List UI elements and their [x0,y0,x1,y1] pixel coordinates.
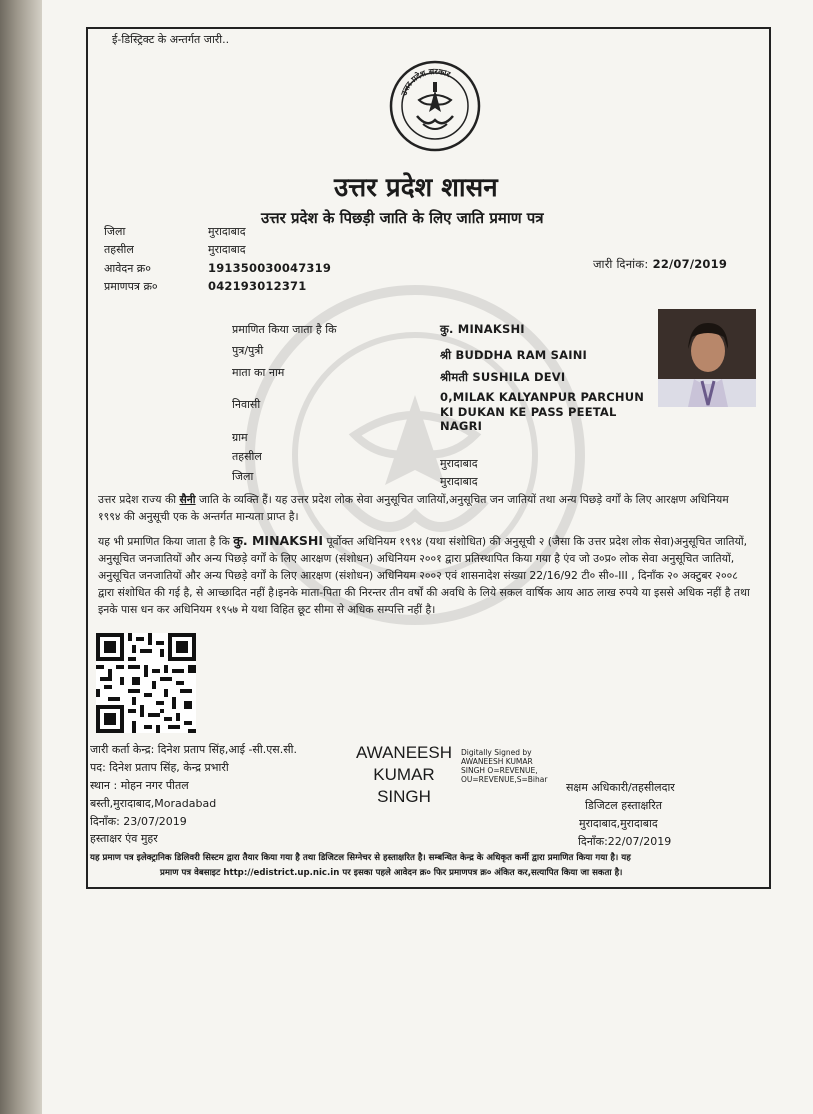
application-number-label: आवेदन क्र० [104,262,151,275]
person-icon [658,309,756,407]
certification-name: कु. MINAKSHI [233,533,324,548]
signature-detail-1: Digitally Signed by [461,748,532,757]
digital-signature-name [349,742,459,808]
issue-date [593,257,727,272]
detail-tehsil-value: मुरादाबाद [440,457,478,470]
issue-city: बस्ती,मुरादाबाद,Moradabad [90,797,217,810]
detail-district-value: मुरादाबाद [440,475,478,488]
caste-paragraph-post: जाति के व्यक्ति हैं। यह उत्तर प्रदेश लोक सेवा अनुसूचित जातियों,अनुसूचित जन जातियों तथा अन्य पिछड़े वर्गों के लिए आरक्षण अधिनियम १९९४ की अनुसूची एक के अन्तर्गत मान्यता प्राप्त है। [98,493,729,523]
certification-paragraph-pre: यह भी प्रमाणित किया जाता है कि [98,535,230,548]
address-line-1: 0,MILAK KALYANPUR PARCHUN [440,390,645,404]
issue-date-value: 22/07/2019 [652,257,728,271]
authority-title: सक्षम अधिकारी/तहसीलदार [566,781,675,794]
signature-name-1: AWANEESH [355,743,453,762]
caste-name: सैनी [179,493,196,506]
resident-label: निवासी [232,398,261,411]
issue-date-label: जारी दिनांक: [593,257,649,271]
digital-signature-details [461,748,547,784]
issuer-post: पद: दिनेश प्रताप सिंह, केन्द्र प्रभारी [90,761,229,774]
applicant-name: कु. MINAKSHI [440,322,525,336]
certificate-number: 042193012371 [208,279,307,293]
application-number: 191350030047319 [208,261,332,275]
signature-name-3: SINGH [377,787,431,806]
mother-name: श्रीमती SUSHILA DEVI [440,370,566,384]
certification-paragraph-post: पूर्वोक्त अधिनियम १९९४ (यथा संशोधित) की अनुसूची २ (जैसा कि उत्तर प्रदेश लोक सेवा)अनुसूचित जातियों, अनुसूचित जनजातियों और अन्य पिछड़े वर्गों के लिए आरक्षण (संशोधन) अधिनियम २००१ द्वारा प्रतिस्थापित किया गया है एंव जो उ०प्र० लोक सेवा अनुसूचित जातियों, अनुसूचित जनजातियों और अन्य पिछड़े वर्गों के लिए आरक्षण (संशोधन) अधिनियम २००२ एवं शासनादेश संख्या 22/16/92 टी० सी०-III , दिनाँक २० अक्टुबर २००८ द्वारा संशोधित की गई है, से आच्छादित नहीं है।इनके माता-पिता की निरन्तर तीन वर्षों की अवधि के लिये सकल वार्षिक आय आठ लाख रुपये या इससे अधिक नहीं है तथा इनके पास धन कर अधिनियम १९५७ मे यथा विहित छूट सीमा से अधिक सम्पत्ति नहीं है। [98,535,750,616]
signature-detail-4: OU=REVENUE,S=Bihar [461,775,548,784]
certify-label: प्रमाणित किया जाता है कि [232,323,337,336]
scan-edge [0,0,42,1114]
footer-line-1: यह प्रमाण पत्र इलेक्ट्रानिक डिलिवरी सिस्टम द्वारा तैयार किया गया है तथा डिजिटल सिग्नेचर से हस्ताक्षरित है। सम्बन्धित केन्द्र के अधिकृत कर्मी द्वारा प्रमाणित किया गया है। यह [90,853,631,863]
issuer-date: दिनाँक: 23/07/2019 [90,815,187,828]
issuing-center: जारी कर्ता केन्द्र: दिनेश प्रताप सिंह,आई -सी.एस.सी. [90,743,298,756]
mother-label: माता का नाम [232,366,285,379]
address-line-2: KI DUKAN KE PASS PEETAL [440,405,617,419]
issue-place: स्थान : मोहन नगर पीतल [90,779,189,792]
district-value: मुरादाबाद [208,225,246,238]
detail-tehsil-label: तहसील [232,450,262,463]
header-note: ई-डिस्ट्रिक्ट के अन्तर्गत जारी.. [112,33,230,46]
authority-digital: डिजिटल हस्ताक्षरित [585,799,662,812]
detail-district-label: जिला [232,470,254,483]
authority-date: दिनाँक:22/07/2019 [578,835,672,848]
qr-code [96,633,196,733]
certificate-number-label: प्रमाणपत्र क्र० [104,280,158,293]
signature-seal-label: हस्ताक्षर एंव मुहर [90,832,158,845]
page-title: उत्तर प्रदेश शासन [334,173,498,203]
signature-detail-2: AWANEESH KUMAR [461,757,533,766]
up-government-emblem [389,60,481,152]
caste-paragraph [98,491,746,525]
caste-paragraph-pre: उत्तर प्रदेश राज्य की [98,493,177,506]
tehsil-value: मुरादाबाद [208,243,246,256]
village-label: ग्राम [232,431,248,444]
father-name: श्री BUDDHA RAM SAINI [440,348,588,362]
authority-location: मुरादाबाद,मुरादाबाद [579,817,658,830]
certification-paragraph [98,532,750,618]
certificate-subtitle: उत्तर प्रदेश के पिछड़ी जाति के लिए जाति प्रमाण पत्र [261,209,544,227]
footer-line-2: प्रमाण पत्र वेबसाइट http://edistrict.up.nic.in पर इसका पहले आवेदन क्र० फिर प्रमाणपत्र क्र० अंकित कर,सत्यापित किया जा सकता है। [160,868,623,878]
child-of-label: पुत्र/पुत्री [232,344,264,357]
signature-name-2: KUMAR [373,765,435,784]
address-line-3: NAGRI [440,419,483,433]
tehsil-label: तहसील [104,243,134,256]
signature-detail-3: SINGH O=REVENUE, [461,766,538,775]
district-label: जिला [104,225,126,238]
applicant-photo [658,309,756,407]
emblem-text: उत्तर प्रदेश सरकार [399,66,452,97]
